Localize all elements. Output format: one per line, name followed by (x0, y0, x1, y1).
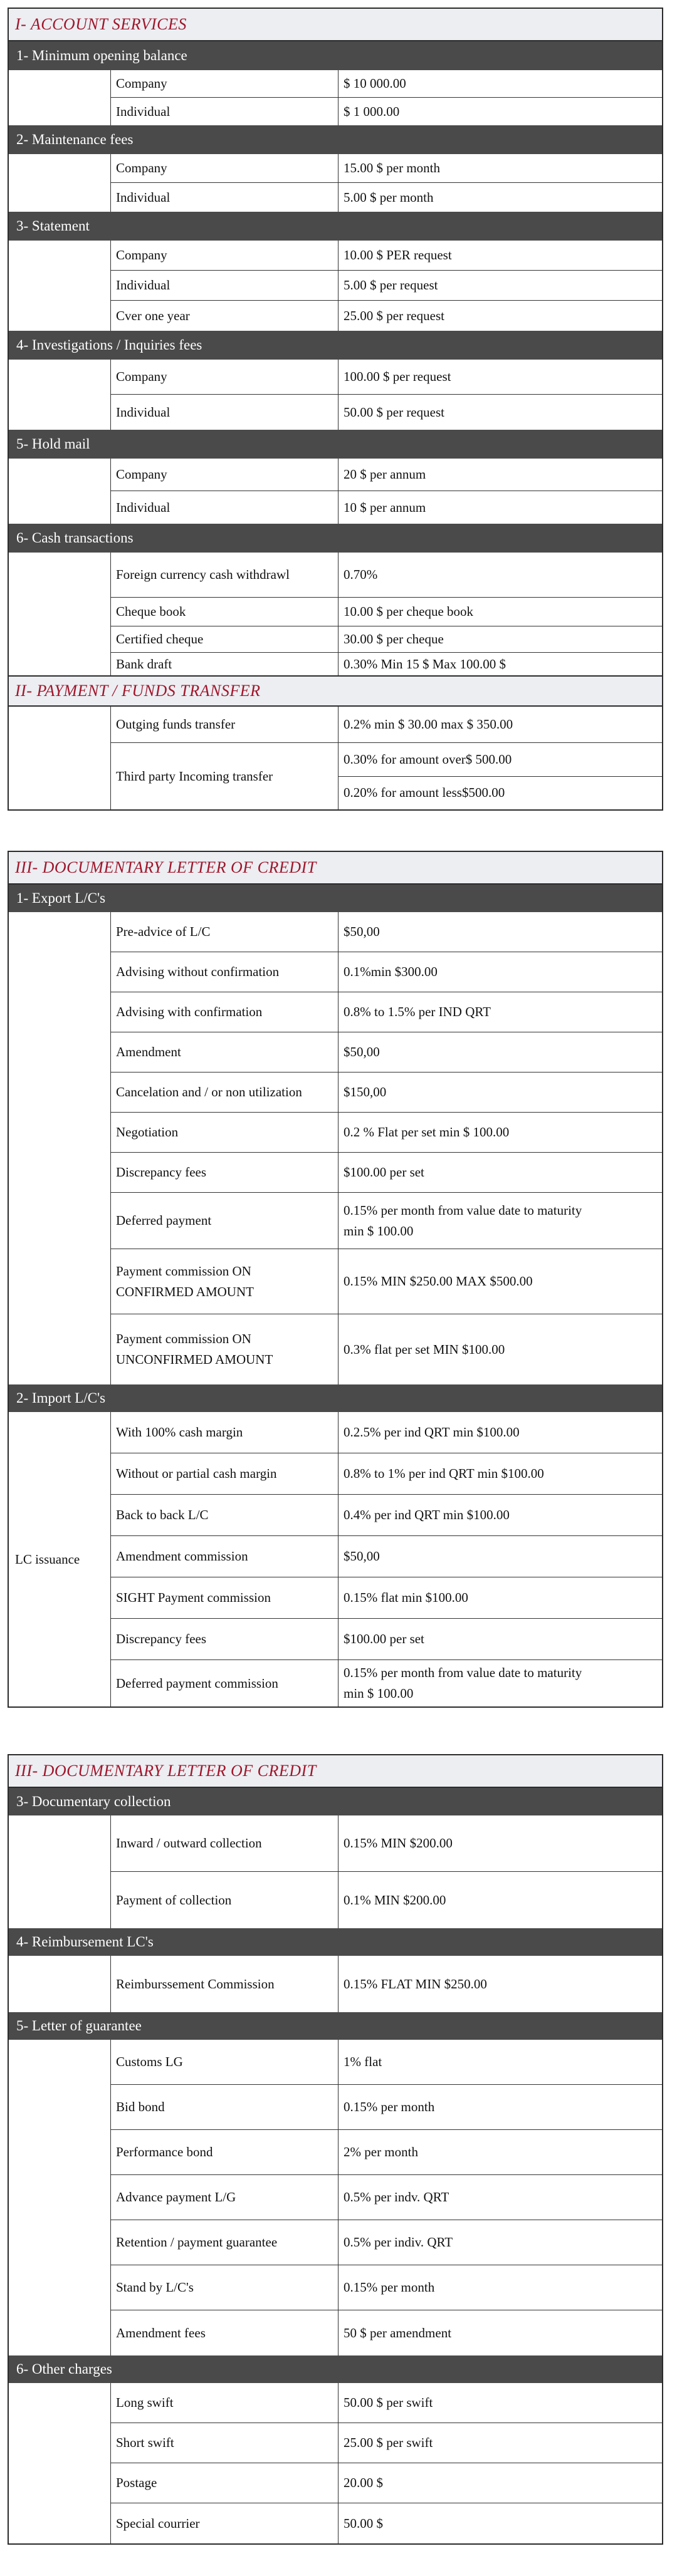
row-value: 5.00 $ per request (344, 278, 438, 293)
row-value: 20.00 $ (344, 2475, 383, 2491)
fee-group (9, 707, 662, 809)
fee-group (9, 154, 662, 212)
table-row (111, 183, 662, 212)
subsection-header: 4- Reimbursement LC's (9, 1928, 662, 1956)
table-row (111, 2503, 662, 2543)
fee-group (9, 459, 662, 524)
row-label: Company (111, 241, 338, 270)
row-value: $150,00 (344, 1084, 387, 1100)
row-value: 0.1%min $300.00 (344, 964, 438, 980)
row-label: Performance bond (111, 2130, 338, 2174)
row-value: 50.00 $ per swift (344, 2395, 433, 2411)
row-label: SIGHT Payment commission (111, 1577, 338, 1618)
table-row (111, 2040, 662, 2085)
row-value: 0.2% min $ 30.00 max $ 350.00 (344, 717, 513, 732)
account-services-panel (8, 8, 663, 811)
row-label: Discrepancy fees (111, 1619, 338, 1659)
row-value: 0.15% MIN $250.00 MAX $500.00 (344, 1274, 533, 1289)
row-value: 1% flat (344, 2054, 382, 2070)
row-label: Deferred payment (111, 1193, 338, 1249)
table-row (111, 952, 662, 992)
fee-group (9, 241, 662, 331)
table-row (111, 1872, 662, 1928)
row-value: 0.15% FLAT MIN $250.00 (344, 1976, 487, 1992)
row-value: 0.15% per month (344, 2099, 435, 2115)
row-label: Postage (111, 2463, 338, 2503)
row-label: Payment commission ON (116, 1263, 251, 1279)
subsection-header: 4- Investigations / Inquiries fees (9, 331, 662, 360)
table-row (111, 1072, 662, 1113)
row-value-continued: min $ 100.00 (344, 1223, 414, 1239)
row-label: Outging funds transfer (111, 707, 338, 742)
table-row (111, 1815, 662, 1872)
row-label: Special courrier (111, 2503, 338, 2543)
fee-group (9, 912, 662, 1384)
row-value: 0.5% per indv. QRT (344, 2189, 449, 2205)
row-label: Reimburssement Commission (111, 1956, 338, 2012)
row-label: Long swift (111, 2383, 338, 2423)
row-label: Amendment commission (111, 1536, 338, 1577)
row-label: Third party Incoming transfer (111, 743, 338, 809)
table-row (111, 2175, 662, 2220)
row-value: $50,00 (344, 1044, 380, 1060)
row-label: Company (111, 360, 338, 394)
row-label: Cver one year (111, 301, 338, 331)
row-label: Customs LG (111, 2040, 338, 2084)
row-value: $100.00 per set (344, 1631, 424, 1647)
table-row (111, 301, 662, 331)
row-value: 0.15% per month (344, 2280, 435, 2295)
table-row (111, 1249, 662, 1314)
table-row (111, 241, 662, 271)
fee-group (9, 553, 662, 675)
row-value: 0.5% per indiv. QRT (344, 2235, 453, 2250)
table-row (111, 154, 662, 183)
row-label: Amendment (111, 1032, 338, 1072)
row-label: Without or partial cash margin (111, 1453, 338, 1494)
row-label: Individual (111, 271, 338, 300)
row-label: Cheque book (111, 598, 338, 626)
row-label: Stand by L/C's (111, 2265, 338, 2310)
row-label: Discrepancy fees (111, 1153, 338, 1192)
row-value: 50.00 $ (344, 2515, 383, 2531)
row-value: 0.2.5% per ind QRT min $100.00 (344, 1425, 520, 1440)
row-value: $100.00 per set (344, 1165, 424, 1180)
row-value: $50,00 (344, 1549, 380, 1564)
table-row (111, 1577, 662, 1619)
row-value: 2% per month (344, 2144, 418, 2160)
row-value: 0.15% flat min $100.00 (344, 1590, 468, 1606)
row-value: 5.00 $ per month (344, 189, 434, 205)
table-row (111, 653, 662, 675)
fee-group (9, 2383, 662, 2543)
row-label: Inward / outward collection (111, 1815, 338, 1871)
table-row (111, 491, 662, 524)
row-label: Individual (111, 491, 338, 524)
fee-group (9, 70, 662, 125)
row-value: 0.20% for amount less$500.00 (344, 785, 505, 801)
table-row (111, 1032, 662, 1072)
table-row (111, 2130, 662, 2175)
row-label: Advising without confirmation (111, 952, 338, 992)
row-value: 0.4% per ind QRT min $100.00 (344, 1507, 510, 1523)
table-row (111, 598, 662, 626)
row-label-continued: UNCONFIRMED AMOUNT (116, 1352, 273, 1367)
subsection-header: 3- Statement (9, 212, 662, 241)
row-label: With 100% cash margin (111, 1412, 338, 1453)
row-value: 0.8% to 1.5% per IND QRT (344, 1004, 491, 1020)
row-value: 0.70% (344, 567, 378, 583)
row-value: 0.15% per month from value date to maturity (344, 1202, 582, 1218)
table-row (111, 1314, 662, 1384)
row-value-continued: min $ 100.00 (344, 1686, 414, 1701)
row-label: Pre-advice of L/C (111, 912, 338, 952)
row-label: Bank draft (111, 653, 338, 675)
subsection-header: 1- Minimum opening balance (9, 41, 662, 70)
row-label: Company (111, 70, 338, 97)
table-row (111, 2265, 662, 2310)
table-row (111, 98, 662, 125)
row-label: Retention / payment guarantee (111, 2220, 338, 2265)
row-value: 0.3% flat per set MIN $100.00 (344, 1341, 505, 1357)
row-label: Short swift (111, 2423, 338, 2463)
row-label: Advising with confirmation (111, 992, 338, 1032)
row-label-continued: CONFIRMED AMOUNT (116, 1284, 254, 1299)
row-label: Individual (111, 395, 338, 430)
row-value: 0.2 % Flat per set min $ 100.00 (344, 1124, 510, 1140)
row-label: Deferred payment commission (111, 1660, 338, 1706)
table-row (111, 271, 662, 301)
row-label: Bid bond (111, 2085, 338, 2129)
section-title: II- PAYMENT / FUNDS TRANSFER (9, 675, 662, 707)
row-value: 50 $ per amendment (344, 2325, 452, 2340)
table-row (111, 1113, 662, 1153)
row-label: Payment commission ON (116, 1331, 251, 1347)
table-row (111, 1412, 662, 1453)
row-value: $ 1 000.00 (344, 103, 400, 119)
fee-group (9, 2040, 662, 2355)
subsection-header: 6- Cash transactions (9, 524, 662, 553)
row-value: 0.30% for amount over$ 500.00 (338, 743, 662, 777)
row-value: 100.00 $ per request (344, 369, 451, 385)
row-label: Advance payment L/G (111, 2175, 338, 2220)
table-row (111, 1956, 662, 2012)
table-row (111, 1453, 662, 1495)
row-label: Company (111, 459, 338, 491)
table-row (111, 2383, 662, 2423)
subsection-header: 1- Export L/C's (9, 885, 662, 912)
table-row (111, 992, 662, 1032)
section-title: III- DOCUMENTARY LETTER OF CREDIT (9, 852, 662, 885)
table-row (111, 2085, 662, 2130)
table-row (111, 395, 662, 430)
row-value: 0.15% per month from value date to maturity (344, 1665, 582, 1681)
table-row (111, 459, 662, 491)
table-row (111, 1193, 662, 1249)
row-value: 30.00 $ per cheque (344, 631, 444, 647)
table-row (111, 1495, 662, 1536)
row-value: 10 $ per annum (344, 499, 426, 515)
table-row (111, 626, 662, 653)
section-title: I- ACCOUNT SERVICES (9, 9, 662, 41)
table-row (111, 1153, 662, 1193)
table-row (111, 1619, 662, 1660)
letter-of-credit-continued-panel (8, 1754, 663, 2545)
table-row (111, 360, 662, 395)
row-value: 25.00 $ per request (344, 308, 444, 323)
group-label: LC issuance (9, 1412, 111, 1706)
row-value: 10.00 $ PER request (344, 247, 452, 263)
row-value: 0.15% MIN $200.00 (344, 1836, 453, 1851)
row-label: Individual (111, 183, 338, 212)
table-row (111, 2463, 662, 2503)
table-row (111, 707, 662, 743)
row-label: Company (111, 154, 338, 182)
row-label: Individual (111, 98, 338, 125)
row-value: $50,00 (344, 924, 380, 940)
row-label: Certified cheque (111, 626, 338, 652)
subsection-header: 5- Letter of guarantee (9, 2012, 662, 2040)
row-label: Payment of collection (111, 1872, 338, 1928)
row-value: 0.1% MIN $200.00 (344, 1892, 446, 1908)
subsection-header: 6- Other charges (9, 2355, 662, 2383)
table-row (111, 2220, 662, 2265)
row-value: 50.00 $ per request (344, 404, 444, 420)
table-row (111, 2310, 662, 2355)
row-label: Cancelation and / or non utilization (111, 1072, 338, 1112)
table-row (111, 743, 662, 809)
subsection-header: 2- Import L/C's (9, 1384, 662, 1412)
fee-group (9, 1956, 662, 2012)
table-row (111, 2423, 662, 2463)
row-label: Negotiation (111, 1113, 338, 1152)
row-value: 10.00 $ per cheque book (344, 604, 474, 620)
letter-of-credit-panel (8, 851, 663, 1708)
row-value: 20 $ per annum (344, 467, 426, 482)
section-title: III- DOCUMENTARY LETTER OF CREDIT (9, 1755, 662, 1788)
table-row (111, 553, 662, 598)
fee-group (9, 1815, 662, 1928)
fee-group (9, 360, 662, 430)
subsection-header: 5- Hold mail (9, 430, 662, 459)
subsection-header: 3- Documentary collection (9, 1788, 662, 1815)
table-row (111, 1536, 662, 1577)
row-value: 0.8% to 1% per ind QRT min $100.00 (344, 1466, 544, 1482)
table-row (111, 70, 662, 98)
row-label: Amendment fees (111, 2310, 338, 2355)
row-value: 0.30% Min 15 $ Max 100.00 $ (344, 656, 506, 672)
row-value: 15.00 $ per month (344, 160, 440, 176)
row-value: 25.00 $ per swift (344, 2435, 433, 2451)
row-label: Foreign currency cash withdrawl (111, 553, 338, 597)
table-row (111, 912, 662, 952)
fee-group (9, 1412, 662, 1706)
row-label: Back to back L/C (111, 1495, 338, 1535)
subsection-header: 2- Maintenance fees (9, 125, 662, 154)
row-value: $ 10 000.00 (344, 76, 406, 91)
table-row (111, 1660, 662, 1706)
